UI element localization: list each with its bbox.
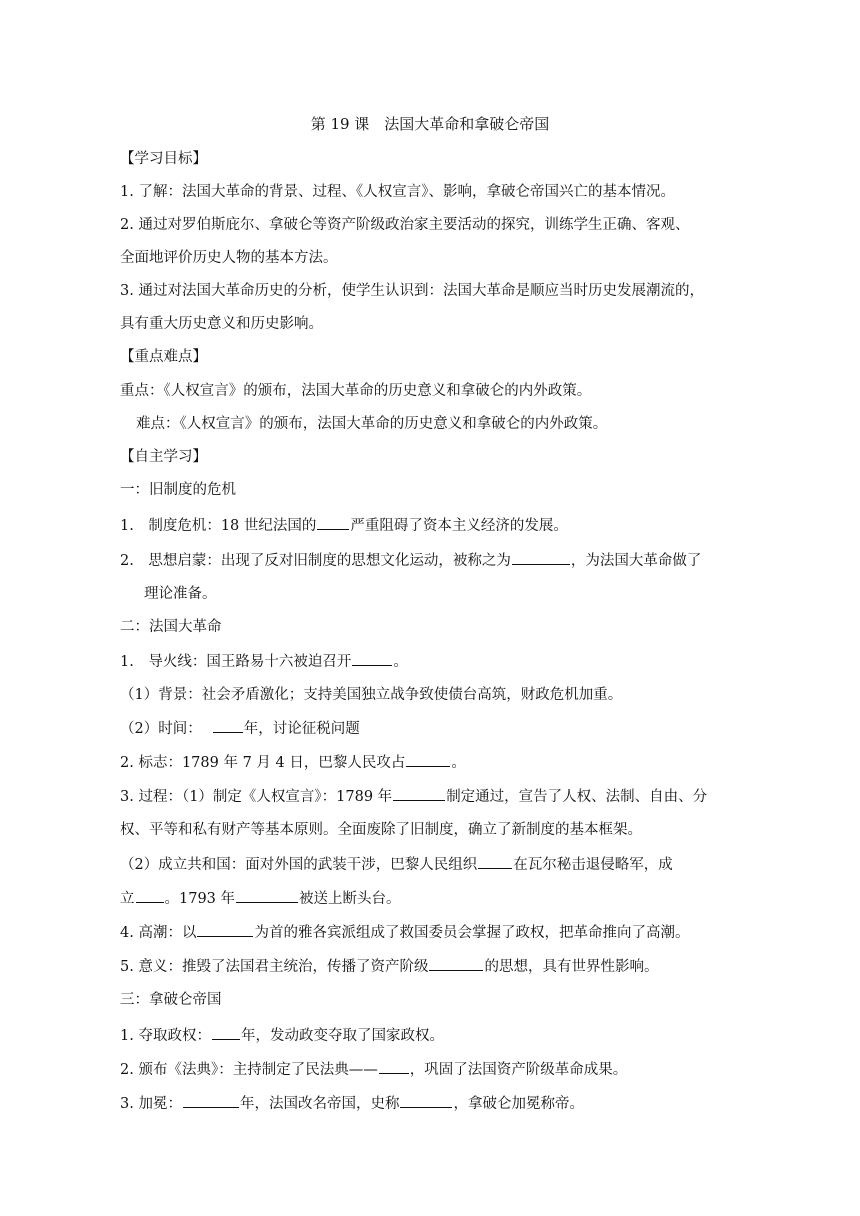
question-text: 年，法国改名帝国，史称 xyxy=(239,1096,400,1112)
question-text: 2. 颁布《法典》：主持制定了民法典—— xyxy=(120,1062,378,1078)
question-text: 1. 制度危机：18 世纪法国的 xyxy=(120,518,317,534)
answer-blank[interactable] xyxy=(406,752,450,767)
question-text: 2. 思想启蒙：出现了反对旧制度的思想文化运动，被称之为 xyxy=(120,553,511,569)
question-text: 1. 导火线：国王路易十六被迫召开 xyxy=(120,654,352,670)
question-text: 年，发动政变夺取了国家政权。 xyxy=(240,1028,444,1044)
question-2-time xyxy=(120,718,360,739)
question-1-2 xyxy=(120,550,701,571)
question-text: ，拿破仑加冕称帝。 xyxy=(453,1096,584,1112)
question-2-4 xyxy=(120,922,689,943)
answer-blank[interactable] xyxy=(317,515,349,530)
question-2-3-republic xyxy=(120,854,673,875)
answer-blank[interactable] xyxy=(236,888,298,903)
question-text: 年，讨论征税问题 xyxy=(243,721,360,737)
answer-blank[interactable] xyxy=(400,1093,452,1108)
question-2-5 xyxy=(120,956,658,977)
question-text: 被送上断头台。 xyxy=(299,891,401,907)
question-text: 严重阻碍了资本主义经济的发展。 xyxy=(350,518,568,534)
question-1-1 xyxy=(120,515,568,536)
answer-blank[interactable] xyxy=(183,1093,239,1108)
question-2-3-cont: 权、平等和私有财产等基本原则。全面废除了旧制度，确立了新制度的基本框架。 xyxy=(120,822,642,838)
question-text: 制定通过，宣告了人权、法制、自由、分 xyxy=(446,789,708,805)
question-text: 在瓦尔秘击退侵略军，成 xyxy=(513,857,673,873)
answer-blank[interactable] xyxy=(352,651,392,666)
answer-blank[interactable] xyxy=(212,1025,240,1040)
question-2-3-republic-cont xyxy=(120,888,401,909)
page-title: 第 19 课 法国大革命和拿破仑帝国 xyxy=(310,115,550,133)
question-text: 1. 夺取政权： xyxy=(120,1028,211,1044)
answer-blank[interactable] xyxy=(512,550,570,565)
question-text: 为首的雅各宾派组成了救国委员会掌握了政权，把革命推向了高潮。 xyxy=(254,925,690,941)
question-text: 。 xyxy=(451,755,466,771)
question-text: （2）时间： xyxy=(120,721,202,737)
question-text: 4. 高潮：以 xyxy=(120,925,197,941)
part-2-heading: 二：法国大革命 xyxy=(120,619,222,635)
answer-blank[interactable] xyxy=(393,786,445,801)
question-text: 立 xyxy=(120,891,135,907)
question-text: ，巩固了法国资产阶级革命成果。 xyxy=(409,1062,628,1078)
question-text: ，为法国大革命做了 xyxy=(570,553,702,569)
question-text: 2. 标志：1789 年 7 月 4 日，巴黎人民攻占 xyxy=(120,755,406,771)
goal-2-line-2: 全面地评价历史人物的基本方法。 xyxy=(120,250,338,266)
question-text: 5. 意义：推毁了法国君主统治，传播了资产阶级 xyxy=(120,959,429,975)
question-text: 3. 加冕： xyxy=(120,1096,182,1112)
question-text: 。 xyxy=(393,654,408,670)
answer-blank[interactable] xyxy=(136,888,164,903)
goal-3-line-1: 3. 通过对法国大革命历史的分析，使学生认识到：法国大革命是顺应当时历史发展潮流的， xyxy=(120,283,704,299)
answer-blank[interactable] xyxy=(213,718,243,733)
answer-blank[interactable] xyxy=(379,1059,409,1074)
section-heading-key: 【重点难点】 xyxy=(120,349,207,365)
section-heading-goals: 【学习目标】 xyxy=(120,151,207,167)
section-heading-self-study: 【自主学习】 xyxy=(120,449,207,465)
key-point: 重点：《人权宣言》的颁布，法国大革命的历史意义和拿破仑的内外政策。 xyxy=(120,383,592,399)
question-3-2 xyxy=(120,1059,627,1080)
answer-blank[interactable] xyxy=(478,854,512,869)
goal-1: 1. 了解：法国大革命的背景、过程、《人权宣言》、影响，拿破仑帝国兴亡的基本情况。 xyxy=(120,184,675,200)
goal-3-line-2: 具有重大历史意义和历史影响。 xyxy=(120,316,323,332)
part-3-heading: 三：拿破仑帝国 xyxy=(120,992,222,1008)
difficult-point: 难点：《人权宣言》的颁布，法国大革命的历史意义和拿破仑的内外政策。 xyxy=(136,416,608,432)
question-3-3 xyxy=(120,1093,584,1114)
question-2-2 xyxy=(120,752,466,773)
question-text: 的思想，具有世界性影响。 xyxy=(484,959,659,975)
question-3-1 xyxy=(120,1025,444,1046)
question-2-3 xyxy=(120,786,707,807)
goal-2-line-1: 2. 通过对罗伯斯庇尔、拿破仑等资产阶级政治家主要活动的探究，训练学生正确、客观、 xyxy=(120,217,690,233)
answer-blank[interactable] xyxy=(429,956,483,971)
part-1-heading: 一：旧制度的危机 xyxy=(120,482,236,498)
question-text: 3. 过程：（1）制定《人权宣言》：1789 年 xyxy=(120,789,393,805)
question-text: 。1793 年 xyxy=(164,891,236,907)
question-1-2-cont: 理论准备。 xyxy=(144,586,217,602)
question-text: （2）成立共和国：面对外国的武装干涉，巴黎人民组织 xyxy=(120,857,478,873)
answer-blank[interactable] xyxy=(197,922,253,937)
question-2-background: （1）背景：社会矛盾激化；支持美国独立战争致使债台高筑，财政危机加重。 xyxy=(120,687,623,703)
question-2-1 xyxy=(120,651,408,672)
